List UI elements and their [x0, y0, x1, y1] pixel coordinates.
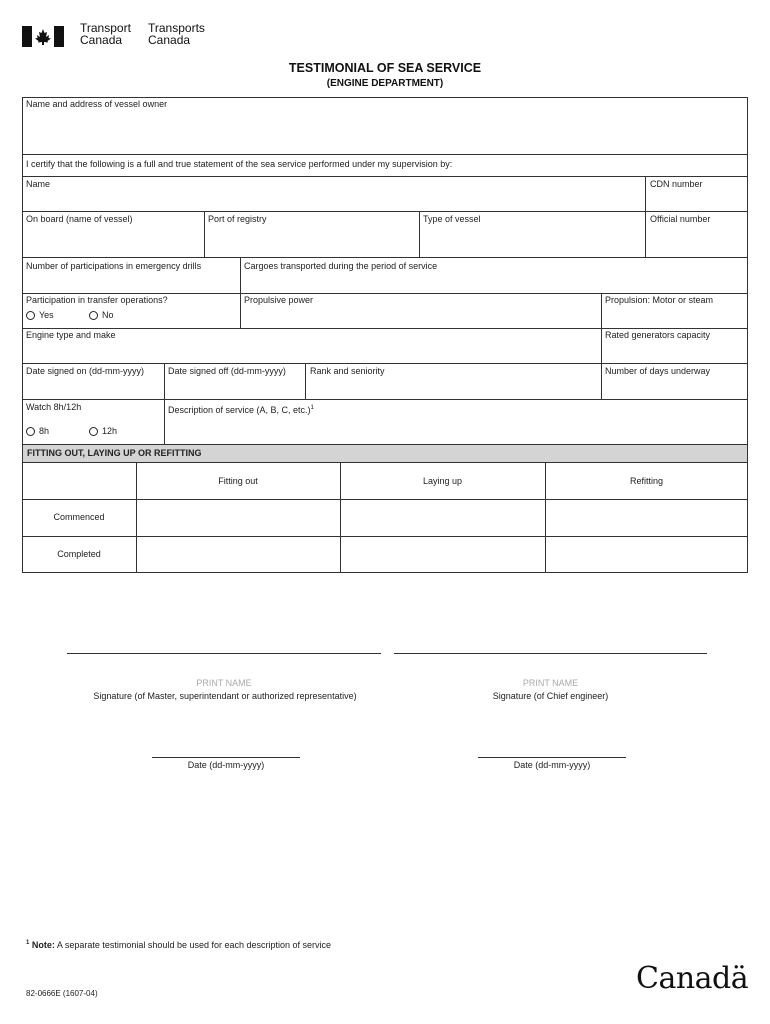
owner-field[interactable]: Name and address of vessel owner: [26, 99, 168, 109]
port-registry-field[interactable]: Port of registry: [208, 214, 267, 224]
date-signed-on-field[interactable]: Date signed on (dd-mm-yyyy): [26, 366, 145, 376]
footnote: $^1$ Note: A separate testimonial should be used for each description of service: [26, 940, 332, 950]
column-laying-up: Laying up: [422, 476, 463, 486]
description-field[interactable]: Description of service (A, B, C, etc.)$^1$: [168, 405, 314, 415]
radio-circle-icon: [26, 427, 35, 436]
name-field[interactable]: Name: [26, 179, 51, 189]
fitting-section-title: FITTING OUT, LAYING UP OR REFITTING: [27, 448, 202, 458]
signature-line-master[interactable]: [67, 653, 381, 654]
transfer-no-radio[interactable]: No: [89, 310, 114, 321]
department-country-en: Canada: [80, 33, 123, 47]
column-fitting-out: Fitting out: [218, 476, 258, 486]
propulsive-power-field[interactable]: Propulsive power: [244, 295, 314, 305]
signature-line-chief-engineer[interactable]: [394, 653, 707, 654]
certify-statement: I certify that the following is a full and true statement of the sea service performed under my supervision by:: [26, 159, 453, 169]
date-line-left[interactable]: [152, 757, 300, 758]
date-line-right[interactable]: [478, 757, 626, 758]
department-country-fr: Canada: [148, 33, 191, 47]
page-title: TESTIMONIAL OF SEA SERVICE: [288, 61, 482, 75]
days-underway-field[interactable]: Number of days underway: [605, 366, 711, 376]
form-number: 82-0666E (1607-04): [26, 989, 98, 998]
watch-12h-radio[interactable]: 12h: [89, 426, 117, 437]
signature-label-chief-engineer: Signature (of Chief engineer): [492, 691, 609, 701]
transfer-yes-radio[interactable]: Yes: [26, 310, 54, 321]
print-name-right: PRINT NAME: [522, 678, 579, 688]
engine-type-field[interactable]: Engine type and make: [26, 330, 116, 340]
cdn-number-field[interactable]: CDN number: [650, 179, 703, 189]
propulsion-field[interactable]: Propulsion: Motor or steam: [605, 295, 714, 305]
vessel-name-field[interactable]: On board (name of vessel): [26, 214, 133, 224]
emergency-drills-field[interactable]: Number of participations in emergency drills: [26, 261, 202, 271]
signature-label-master: Signature (of Master, superintendant or authorized representative): [93, 691, 357, 701]
watch-8h-radio[interactable]: 8h: [26, 426, 49, 437]
page-subtitle: (ENGINE DEPARTMENT): [326, 78, 444, 89]
column-refitting: Refitting: [629, 476, 664, 486]
date-signed-off-field[interactable]: Date signed off (dd-mm-yyyy): [168, 366, 286, 376]
radio-circle-icon: [89, 311, 98, 320]
radio-circle-icon: [89, 427, 98, 436]
radio-circle-icon: [26, 311, 35, 320]
date-label-left: Date (dd-mm-yyyy): [187, 760, 265, 770]
department-name-fr: Transports: [148, 21, 205, 35]
row-completed: Completed: [57, 549, 101, 559]
vessel-type-field[interactable]: Type of vessel: [423, 214, 481, 224]
watch-label: Watch 8h/12h: [26, 402, 82, 412]
cargoes-field[interactable]: Cargoes transported during the period of service: [244, 261, 438, 271]
official-number-field[interactable]: Official number: [650, 214, 711, 224]
row-commenced: Commenced: [53, 512, 105, 522]
department-name-en: Transport: [80, 21, 131, 35]
date-label-right: Date (dd-mm-yyyy): [513, 760, 591, 770]
generators-capacity-field[interactable]: Rated generators capacity: [605, 330, 711, 340]
transfer-operations-label: Participation in transfer operations?: [26, 295, 168, 305]
print-name-left: PRINT NAME: [196, 678, 252, 688]
canada-wordmark-logo: Canadä: [636, 961, 749, 996]
rank-field[interactable]: Rank and seniority: [310, 366, 385, 376]
canada-flag-logo: [22, 26, 64, 47]
